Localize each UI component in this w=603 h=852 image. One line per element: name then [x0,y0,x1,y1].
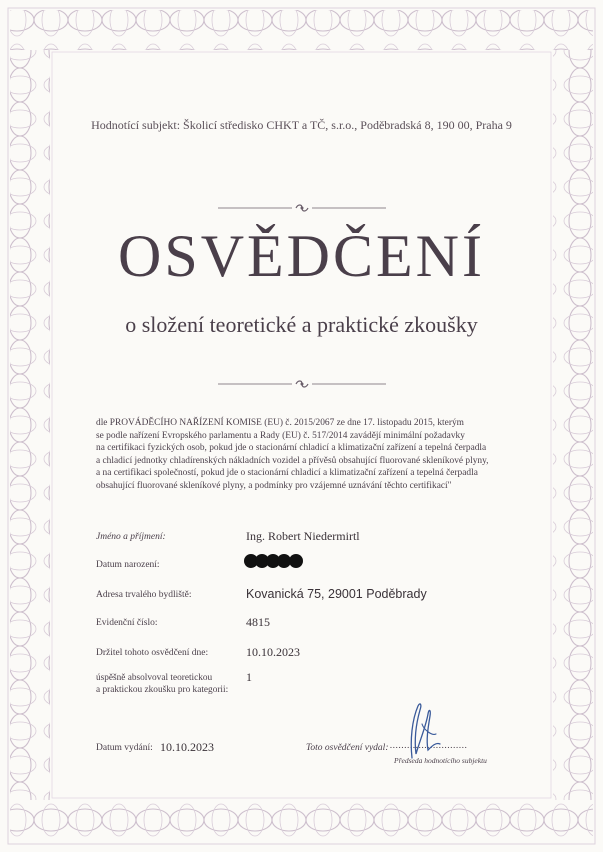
legal-line: a chladicí jednotky chladírenských nákladních vozidel a přívěsů obsahující fluorované skleníkové plyny, [96,455,489,466]
name-label: Jméno a příjmení: [96,532,166,542]
legal-line: se podle nařízení Evropského parlamentu a Rady (EU) č. 517/2014 zavádějí minimální požadavky [96,430,465,441]
legal-basis-text [96,417,516,493]
category-value: 1 [246,670,252,684]
category-label [96,672,228,696]
evidence-number-label: Evidenční číslo: [96,618,158,628]
category-label-line: úspěšně absolvoval teoretickou [96,673,213,683]
birth-date-label: Datum narození: [96,560,160,570]
holder-date-value: 10.10.2023 [246,645,300,659]
name-value: Ing. Robert Niedermirtl [246,529,360,543]
holder-date-label: Držitel tohoto osvědčení dne: [96,648,209,658]
handwritten-signature [398,700,444,762]
issue-date-value: 10.10.2023 [160,740,214,754]
category-label-line: a praktickou zkoušku pro kategorii: [96,685,229,695]
evidence-number-value: 4815 [246,615,270,629]
certificate-subtitle: o složení teoretické a praktické zkoušky [125,312,478,337]
issue-date-label: Datum vydání: [96,743,153,753]
divider-ornament [218,378,386,390]
signature-caption: Předseda hodnotícího subjektu [394,756,487,765]
address-label: Adresa trvalého bydliště: [96,590,192,600]
issuer-label: Toto osvědčení vydal: [306,743,389,753]
assessing-body-header: Hodnotící subjekt: Školicí středisko CHKT a TČ, s.r.o., Poděbradská 8, 190 00, Praha 9 [91,118,512,132]
legal-line: dle PROVÁDĚCÍHO NAŘÍZENÍ KOMISE (EU) č. 2015/2067 ze dne 17. listopadu 2015, kterým [96,418,464,428]
certificate-title: OSVĚDČENÍ [118,223,485,289]
legal-line: obsahující fluorované skleníkové plyny, a podmínky pro vzájemné uznávání těchto certifikací" [96,480,452,491]
address-value: Kovanická 75, 29001 Poděbrady [246,587,427,601]
divider-ornament [218,202,386,214]
signature-line: ........................... [390,741,468,751]
legal-line: na certifikaci fyzických osob, pokud jde o stacionární chladicí a klimatizační zařízení a tepelná čerpadla [96,443,487,454]
legal-line: a na certifikaci společností, pokud jde o stacionární chladicí a klimatizační zařízení a tepelná čerpadla [96,468,478,479]
redacted-birth-date [243,553,305,569]
